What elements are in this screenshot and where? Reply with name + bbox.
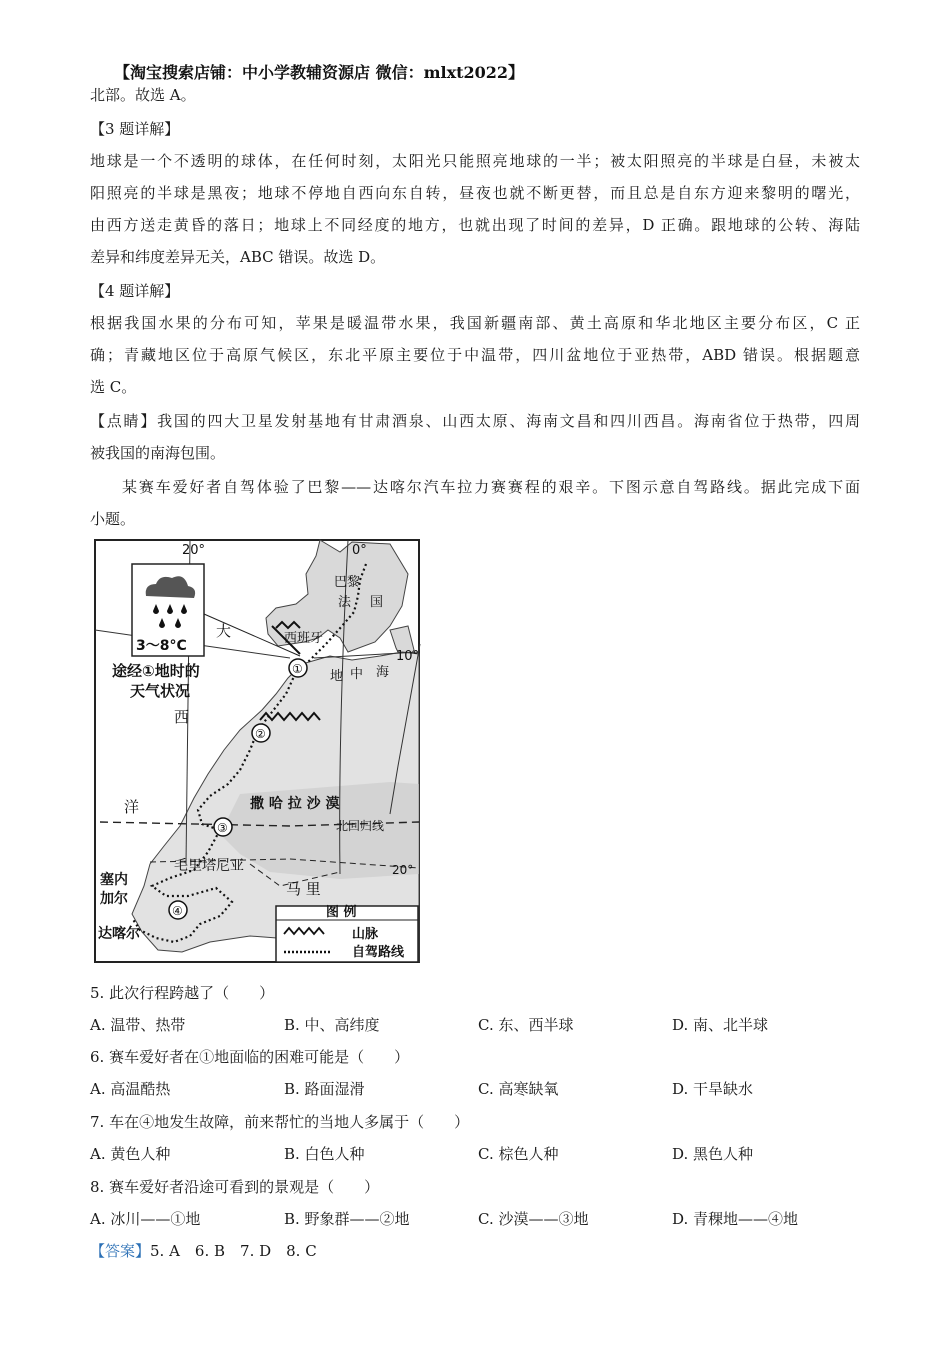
med-label: 地 bbox=[330, 669, 344, 684]
question-stem: 7. 车在④地发生故障，前来帮忙的当地人多属于（ ） bbox=[90, 1113, 470, 1131]
q3-detail-line: 由西方送走黄昏的落日；地球上不同经度的地方，也就出现了时间的差异，D 正确。跟地球的公转、海陆 bbox=[90, 216, 860, 234]
option-b: B. 野象群——②地 bbox=[284, 1210, 410, 1228]
q4-detail-line: 选 C。 bbox=[90, 378, 137, 396]
option-d: D. 干旱缺水 bbox=[672, 1080, 754, 1098]
option-a: A. 高温酷热 bbox=[90, 1080, 171, 1098]
option-d: D. 黑色人种 bbox=[672, 1145, 754, 1163]
legend-route-label: 自驾路线 bbox=[352, 945, 405, 960]
senegal-label: 塞内 bbox=[100, 872, 128, 888]
dianjing-line: 【点睛】我国的四大卫星发射基地有甘肃酒泉、山西太原、海南文昌和四川西昌。海南省位于热带，四周 bbox=[90, 412, 860, 430]
intro-line: 小题。 bbox=[90, 510, 136, 528]
q3-detail-line: 地球是一个不透明的球体，在任何时刻，太阳光只能照亮地球的一半；被太阳照亮的半球是白昼，未被太 bbox=[90, 152, 860, 170]
weather-caption: 途经①地时的 bbox=[112, 662, 200, 680]
question-stem: 8. 赛车爱好者沿途可看到的景观是（ ） bbox=[90, 1178, 380, 1196]
option-b: B. 路面湿滑 bbox=[284, 1080, 365, 1098]
question-stem: 6. 赛车爱好者在①地面临的困难可能是（ ） bbox=[90, 1048, 410, 1066]
q3-detail-line: 差异和纬度差异无关，ABC 错误。故选 D。 bbox=[90, 248, 386, 266]
intro-line: 某赛车爱好者自驾体验了巴黎——达喀尔汽车拉力赛赛程的艰辛。下图示意自驾路线。据此完成下面 bbox=[122, 478, 860, 496]
answer-text: 5. A 6. B 7. D 8. C bbox=[150, 1242, 317, 1260]
option-c: C. 高寒缺氧 bbox=[478, 1080, 559, 1098]
option-d: D. 南、北半球 bbox=[672, 1016, 769, 1034]
q4-detail-title: 【4 题详解】 bbox=[90, 282, 180, 300]
med-label: 海 bbox=[376, 665, 390, 680]
route-map bbox=[90, 534, 422, 964]
france-label: 国 bbox=[370, 595, 384, 610]
tropic-label: 北回归线 bbox=[336, 819, 385, 833]
answer-line bbox=[90, 1240, 317, 1261]
option-c: C. 沙漠——③地 bbox=[478, 1210, 589, 1228]
option-c: C. 东、西半球 bbox=[478, 1016, 574, 1034]
lat-20-right-label: 20° bbox=[392, 863, 414, 877]
option-c: C. 棕色人种 bbox=[478, 1145, 559, 1163]
option-a: A. 冰川——①地 bbox=[90, 1210, 201, 1228]
sahara-label: 撒 哈 拉 沙 漠 bbox=[250, 796, 340, 812]
q3-detail-title: 【3 题详解】 bbox=[90, 120, 180, 138]
dakar-label: 达喀尔 bbox=[98, 926, 140, 942]
weather-temp: 3～8°C bbox=[136, 638, 187, 654]
lon-0-label: 0° bbox=[352, 543, 367, 558]
option-d: D. 青稞地——④地 bbox=[672, 1210, 799, 1228]
senegal-label: 加尔 bbox=[100, 891, 128, 907]
point-4-label: ④ bbox=[172, 904, 183, 918]
q4-detail-line: 确；青藏地区位于高原气候区，东北平原主要位于中温带，四川盆地位于亚热带，ABD 错误。根据题意 bbox=[90, 346, 860, 364]
weather-caption: 天气状况 bbox=[130, 682, 191, 700]
dianjing-line: 被我国的南海包围。 bbox=[90, 444, 226, 462]
point-3-label: ③ bbox=[217, 821, 228, 835]
lat-20-label: 20° bbox=[182, 543, 206, 558]
mauritania-label: 毛里塔尼亚 bbox=[174, 858, 244, 874]
france-label: 法 bbox=[338, 595, 352, 610]
answer-label: 【答案】 bbox=[90, 1242, 151, 1260]
ocean-label: 西 bbox=[174, 708, 190, 726]
store-header: 【淘宝搜索店铺：中小学教辅资源店 微信：mlxt2022】 bbox=[114, 63, 525, 82]
point-1-label: ① bbox=[292, 662, 303, 676]
med-label: 中 bbox=[350, 667, 364, 682]
option-a: A. 温带、热带 bbox=[90, 1016, 186, 1034]
ocean-label: 大 bbox=[216, 622, 232, 640]
option-b: B. 白色人种 bbox=[284, 1145, 365, 1163]
option-a: A. 黄色人种 bbox=[90, 1145, 171, 1163]
option-b: B. 中、高纬度 bbox=[284, 1016, 380, 1034]
q3-detail-line: 阳照亮的半球是黑夜；地球不停地自西向东自转，昼夜也就不断更替，而且总是自东方迎来黎明的曙光， bbox=[90, 184, 860, 202]
question-stem: 5. 此次行程跨越了（ ） bbox=[90, 984, 275, 1002]
legend-mountain-label: 山脉 bbox=[352, 927, 379, 942]
q4-detail-line: 根据我国水果的分布可知，苹果是暖温带水果，我国新疆南部、黄土高原和华北地区主要分布区，C 正 bbox=[90, 314, 860, 332]
mali-label: 马 里 bbox=[286, 880, 321, 898]
point-2-label: ② bbox=[255, 727, 266, 741]
paris-label: 巴黎 bbox=[334, 575, 361, 590]
legend-title: 图 例 bbox=[326, 905, 357, 920]
ocean-label: 洋 bbox=[124, 798, 140, 816]
lon-10-label: 10° bbox=[396, 649, 420, 664]
spain-label: 西班牙 bbox=[284, 631, 324, 646]
paragraph-continuation: 北部。故选 A。 bbox=[90, 86, 196, 104]
